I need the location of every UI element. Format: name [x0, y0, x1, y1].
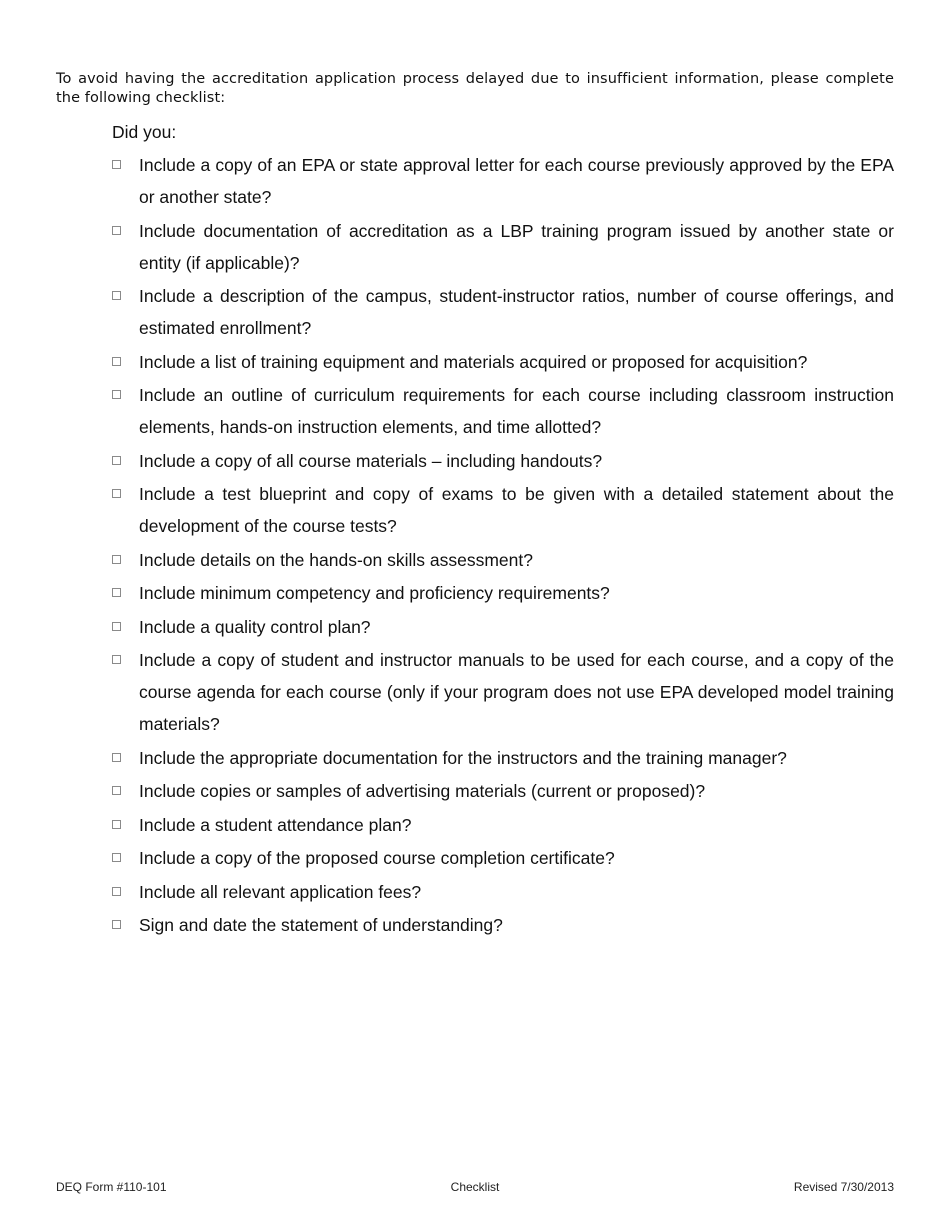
checklist-item: [112, 478, 894, 542]
checklist-item: [112, 577, 894, 609]
checklist-item: [112, 149, 894, 213]
checkbox[interactable]: [112, 853, 121, 862]
checklist-item-label: Include details on the hands-on skills assessment?: [139, 549, 533, 570]
checklist-item: [112, 611, 894, 643]
checklist-item-label: Include a copy of all course materials – including handouts?: [139, 450, 603, 471]
checkbox[interactable]: [112, 226, 121, 235]
checklist-item-label: Include a copy of student and instructor manuals to be used for each course, and a copy of the course agenda for each course (only if your program does not use EPA developed model training materials?: [139, 650, 894, 734]
checklist-item-label: Include a copy of an EPA or state approval letter for each course previously approved by the EPA or another state?: [139, 155, 894, 207]
checkbox[interactable]: [112, 390, 121, 399]
checklist-item: [112, 842, 894, 874]
checklist-item-label: Include a description of the campus, student-instructor ratios, number of course offerings, and estimated enrollment?: [139, 286, 894, 338]
checklist-item: [112, 215, 894, 279]
checklist-item-label: Include a copy of the proposed course completion certificate?: [139, 848, 615, 868]
checklist-item: [112, 876, 894, 908]
checklist-item: [112, 644, 894, 740]
checkbox[interactable]: [112, 489, 121, 498]
checklist-item-label: Include a list of training equipment and materials acquired or proposed for acquisition?: [139, 351, 808, 372]
footer-form-number: DEQ Form #110-101: [56, 1180, 167, 1194]
checkbox[interactable]: [112, 291, 121, 300]
checklist-item-label: Include an outline of curriculum requirements for each course including classroom instruction elements, hands-on instruction elements, and time allotted?: [139, 385, 894, 437]
checklist-item: [112, 775, 894, 807]
checklist-item-label: Include a student attendance plan?: [139, 814, 412, 835]
checklist-item-label: Include copies or samples of advertising materials (current or proposed)?: [139, 781, 706, 801]
checklist-item-label: Include a test blueprint and copy of exams to be given with a detailed statement about the development of the course tests?: [139, 484, 894, 536]
footer-revised-date: Revised 7/30/2013: [793, 1180, 894, 1194]
checkbox[interactable]: [112, 456, 121, 465]
checkbox[interactable]: [112, 622, 121, 631]
checklist-item-label: Include all relevant application fees?: [139, 881, 422, 902]
checkbox[interactable]: [112, 655, 121, 664]
checklist-item-label: Include the appropriate documentation for the instructors and the training manager?: [139, 747, 787, 768]
checklist-item: [112, 544, 894, 576]
checkbox[interactable]: [112, 160, 121, 169]
checklist-item-label: Include minimum competency and proficiency requirements?: [139, 583, 610, 603]
checkbox[interactable]: [112, 588, 121, 597]
checkbox[interactable]: [112, 786, 121, 795]
checklist-item: [112, 280, 894, 344]
intro-paragraph: To avoid having the accreditation application process delayed due to insufficient information, please complete the following checklist:: [56, 70, 894, 106]
checklist-item-label: Include a quality control plan?: [139, 616, 371, 637]
checklist-item: [112, 445, 894, 477]
checklist: [112, 149, 894, 943]
checklist-item-label: Sign and date the statement of understanding?: [139, 915, 503, 935]
checkbox[interactable]: [112, 555, 121, 564]
checklist-item-label: Include documentation of accreditation as a LBP training program issued by another state or entity (if applicable)?: [139, 220, 894, 273]
checkbox[interactable]: [112, 753, 121, 762]
checklist-item: [112, 809, 894, 841]
footer-title: Checklist: [450, 1180, 500, 1194]
did-you-heading: Did you:: [112, 122, 177, 142]
checkbox[interactable]: [112, 820, 121, 829]
checklist-item: [112, 909, 894, 941]
checkbox[interactable]: [112, 887, 121, 896]
checklist-item: [112, 742, 894, 774]
checkbox[interactable]: [112, 357, 121, 366]
checklist-item: [112, 379, 894, 443]
checkbox[interactable]: [112, 920, 121, 929]
checklist-item: [112, 346, 894, 378]
